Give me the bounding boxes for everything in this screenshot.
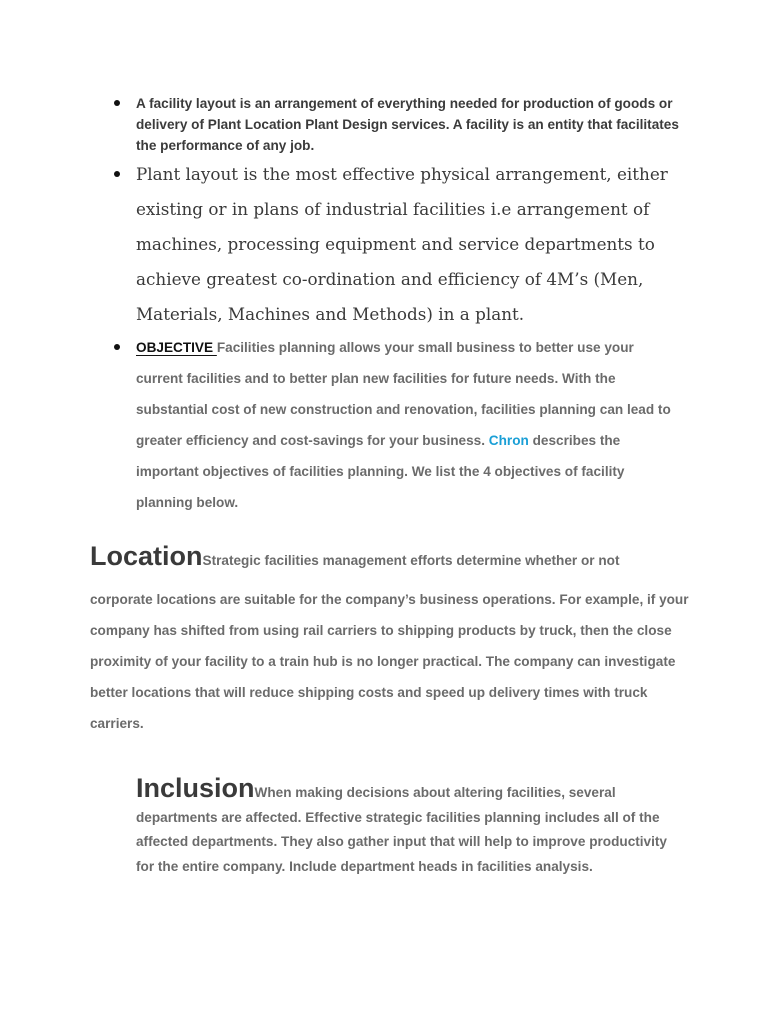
list-item-facility-layout xyxy=(114,93,684,156)
location-intro: Strategic facilities management efforts determine whether or not xyxy=(202,553,620,568)
bullet-list xyxy=(114,93,684,518)
plant-layout-text: Plant layout is the most effective physical arrangement, either existing or in plans of industrial facilities i.e arrangement of machines, processing equipment and service departments to achieve greatest co-ordination and efficiency of 4M’s (Men, Materials, Machines and Methods) in a plant. xyxy=(136,164,668,324)
objective-text-end: describes the important objectives of facilities planning. We list the 4 objectives of facility planning below. xyxy=(136,433,625,510)
chron-link[interactable]: Chron xyxy=(488,433,529,448)
objective-text: Facilities planning allows your small business to better use your current facilities and to better plan new facilities for future needs. With the substantial cost of new construction and renovation, facilities planning can lead to greater efficiency and cost-savings for your business. xyxy=(136,340,671,448)
facility-layout-text: A facility layout is an arrangement of everything needed for production of goods or delivery of Plant Location Plant Design services. A facility is an entity that facilitates the performance of any job. xyxy=(136,96,679,153)
objective-label: OBJECTIVE xyxy=(136,340,217,355)
inclusion-section xyxy=(136,771,676,879)
location-body: corporate locations are suitable for the company’s business operations. For example, if your company has shifted from using rail carriers to shipping products by truck, then the close proximity of your facility to a train hub is no longer practical. The company can investigate better locations that will reduce shipping costs and speed up delivery times with truck carriers. xyxy=(90,592,689,731)
list-item-plant-layout xyxy=(114,157,684,332)
inclusion-heading: Inclusion xyxy=(136,773,255,803)
inclusion-body: When making decisions about altering facilities, several departments are affected. Effective strategic facilities planning includes all of the affected departments. They also gather input that will help to improve productivity for the entire company. Include department heads in facilities analysis. xyxy=(136,785,667,874)
list-item-objective xyxy=(114,332,684,518)
location-first-line xyxy=(90,537,690,584)
location-heading: Location xyxy=(90,541,203,571)
bullet-icon xyxy=(114,344,120,350)
bullet-icon xyxy=(114,171,120,177)
bullet-icon xyxy=(114,100,120,106)
location-section xyxy=(90,537,690,739)
